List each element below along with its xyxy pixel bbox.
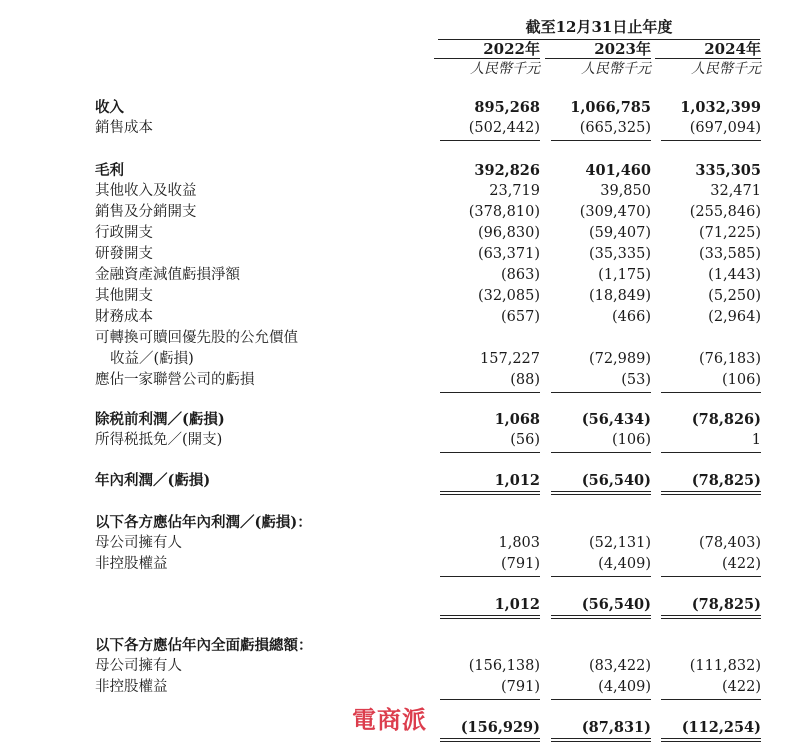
value-2023: (665,325) <box>579 120 651 136</box>
value-2023: (72,989) <box>588 351 651 367</box>
row-label: 非控股權益 <box>95 679 168 695</box>
total-double-rule <box>440 615 540 619</box>
total-double-rule <box>661 491 761 495</box>
row-label: 應佔一家聯營公司的虧損 <box>95 372 255 388</box>
row-rnd-expenses <box>0 244 800 265</box>
column-year: 2023年 <box>545 40 651 59</box>
row-admin-expenses <box>0 223 800 244</box>
row-non-controlling-interests <box>0 677 800 698</box>
value-2023: (18,849) <box>588 288 651 304</box>
value-2024: (71,225) <box>698 225 761 241</box>
value-2022: (863) <box>501 267 540 283</box>
value-2023: (83,422) <box>588 658 651 674</box>
value-2023: (1,175) <box>598 267 651 283</box>
row-attributable-profit-heading <box>0 512 800 533</box>
value-2022: (657) <box>501 309 540 325</box>
value-2023: (4,409) <box>598 679 651 695</box>
value-2024: 1,032,399 <box>680 99 761 116</box>
value-2022: (56) <box>510 432 540 448</box>
subtotal-rule <box>551 576 651 577</box>
row-label: 研發開支 <box>95 246 153 262</box>
value-2024: (255,846) <box>689 204 761 220</box>
row-label: 毛利 <box>95 162 124 179</box>
value-2024: (78,403) <box>698 535 761 551</box>
period-heading: 截至12月31日止年度 <box>438 16 760 40</box>
subtotal-rule <box>551 140 651 141</box>
row-profit-before-tax <box>0 409 800 430</box>
value-2023: (309,470) <box>579 204 651 220</box>
value-2022: 1,012 <box>494 596 540 613</box>
row-label: 其他收入及收益 <box>95 183 197 199</box>
column-header-2022 <box>434 40 540 79</box>
subtotal-rule <box>440 452 540 453</box>
row-other-expenses <box>0 286 800 307</box>
value-2024: (697,094) <box>689 120 761 136</box>
value-2023: (53) <box>621 372 651 388</box>
subtotal-rule <box>440 576 540 577</box>
value-2024: (78,825) <box>691 472 761 489</box>
value-2024: (78,825) <box>691 596 761 613</box>
value-2022: (502,442) <box>468 120 540 136</box>
row-label: 所得税抵免／(開支) <box>95 432 223 448</box>
column-year: 2022年 <box>434 40 540 59</box>
row-label: 可轉換可贖回優先股的公允價值 <box>95 330 298 346</box>
value-2023: (466) <box>612 309 651 325</box>
row-preferred-shares-fv <box>0 349 800 370</box>
value-2024: (33,585) <box>698 246 761 262</box>
value-2024: 32,471 <box>710 183 761 199</box>
column-unit: 人民幣千元 <box>691 61 761 77</box>
row-label: 金融資產減值虧損淨額 <box>95 267 240 283</box>
value-2022: 1,012 <box>494 472 540 489</box>
value-2022: 1,803 <box>498 535 540 551</box>
subtotal-rule <box>440 392 540 393</box>
row-label: 財務成本 <box>95 309 153 325</box>
value-2022: 895,268 <box>474 99 540 116</box>
value-2022: 392,826 <box>474 162 540 179</box>
value-2023: (52,131) <box>588 535 651 551</box>
value-2023: 1,066,785 <box>570 99 651 116</box>
row-preferred-shares-fv-heading <box>0 328 800 349</box>
row-label: 除税前利潤／(虧損) <box>95 411 225 428</box>
row-label: 收入 <box>95 99 124 116</box>
value-2023: (4,409) <box>598 556 651 572</box>
row-label: 母公司擁有人 <box>95 535 182 551</box>
row-label: 銷售及分銷開支 <box>95 204 197 220</box>
column-year: 2024年 <box>655 40 761 59</box>
value-2024: (106) <box>722 372 761 388</box>
value-2024: (112,254) <box>681 719 761 736</box>
value-2024: (422) <box>722 679 761 695</box>
value-2022: 1,068 <box>494 411 540 428</box>
value-2023: (56,540) <box>581 596 651 613</box>
row-cost-of-sales <box>0 118 800 139</box>
value-2024: (76,183) <box>698 351 761 367</box>
value-2022: 23,719 <box>489 183 540 199</box>
row-non-controlling-interests <box>0 554 800 575</box>
value-2022: (32,085) <box>477 288 540 304</box>
subtotal-rule <box>440 699 540 700</box>
subtotal-rule <box>661 392 761 393</box>
subtotal-rule <box>661 576 761 577</box>
value-2022: (88) <box>510 372 540 388</box>
total-double-rule <box>551 615 651 619</box>
watermark-logo: 電商派 <box>352 706 427 734</box>
subtotal-rule <box>551 699 651 700</box>
value-2023: 39,850 <box>600 183 651 199</box>
column-header-2024 <box>655 40 761 79</box>
row-associate-loss <box>0 370 800 391</box>
row-income-tax <box>0 430 800 451</box>
value-2023: 401,460 <box>585 162 651 179</box>
row-other-income <box>0 181 800 202</box>
row-label: 年內利潤／(虧損) <box>95 472 211 489</box>
row-comprehensive-loss-heading <box>0 635 800 656</box>
value-2022: (791) <box>501 556 540 572</box>
row-gross-profit <box>0 160 800 181</box>
row-label: 以下各方應佔年內全面虧損總額： <box>95 637 313 654</box>
row-label: 銷售成本 <box>95 120 153 136</box>
row-revenue <box>0 97 800 118</box>
row-label: 母公司擁有人 <box>95 658 182 674</box>
subtotal-rule <box>661 699 761 700</box>
value-2023: (106) <box>612 432 651 448</box>
row-owners-of-parent <box>0 656 800 677</box>
row-owners-of-parent <box>0 533 800 554</box>
value-2024: (111,832) <box>689 658 761 674</box>
value-2022: (96,830) <box>477 225 540 241</box>
value-2024: (1,443) <box>708 267 761 283</box>
subtotal-rule <box>551 392 651 393</box>
row-selling-expenses <box>0 202 800 223</box>
value-2024: (5,250) <box>708 288 761 304</box>
row-label: 以下各方應佔年內利潤／(虧損)： <box>95 514 312 531</box>
value-2024: (422) <box>722 556 761 572</box>
total-double-rule <box>440 491 540 495</box>
value-2024: (2,964) <box>708 309 761 325</box>
value-2022: (791) <box>501 679 540 695</box>
total-double-rule <box>661 615 761 619</box>
value-2023: (56,540) <box>581 472 651 489</box>
row-profit-for-year <box>0 470 800 491</box>
value-2022: (378,810) <box>468 204 540 220</box>
total-double-rule <box>440 738 540 742</box>
subtotal-rule <box>661 140 761 141</box>
total-double-rule <box>661 738 761 742</box>
column-header-2023 <box>545 40 651 79</box>
total-double-rule <box>551 738 651 742</box>
value-2022: (156,138) <box>468 658 540 674</box>
value-2023: (35,335) <box>588 246 651 262</box>
value-2022: (63,371) <box>477 246 540 262</box>
value-2022: (156,929) <box>460 719 540 736</box>
column-unit: 人民幣千元 <box>581 61 651 77</box>
row-impairment-losses <box>0 265 800 286</box>
value-2024: 1 <box>751 432 761 448</box>
subtotal-rule <box>551 452 651 453</box>
column-unit: 人民幣千元 <box>470 61 540 77</box>
value-2023: (87,831) <box>581 719 651 736</box>
value-2022: 157,227 <box>480 351 540 367</box>
row-label: 行政開支 <box>95 225 153 241</box>
value-2023: (59,407) <box>588 225 651 241</box>
row-attributable-total <box>0 594 800 615</box>
value-2024: 335,305 <box>695 162 761 179</box>
subtotal-rule <box>661 452 761 453</box>
row-label: 收益／(虧損) <box>110 351 194 367</box>
value-2024: (78,826) <box>691 411 761 428</box>
subtotal-rule <box>440 140 540 141</box>
value-2023: (56,434) <box>581 411 651 428</box>
total-double-rule <box>551 491 651 495</box>
row-label: 其他開支 <box>95 288 153 304</box>
row-label: 非控股權益 <box>95 556 168 572</box>
row-finance-costs <box>0 307 800 328</box>
